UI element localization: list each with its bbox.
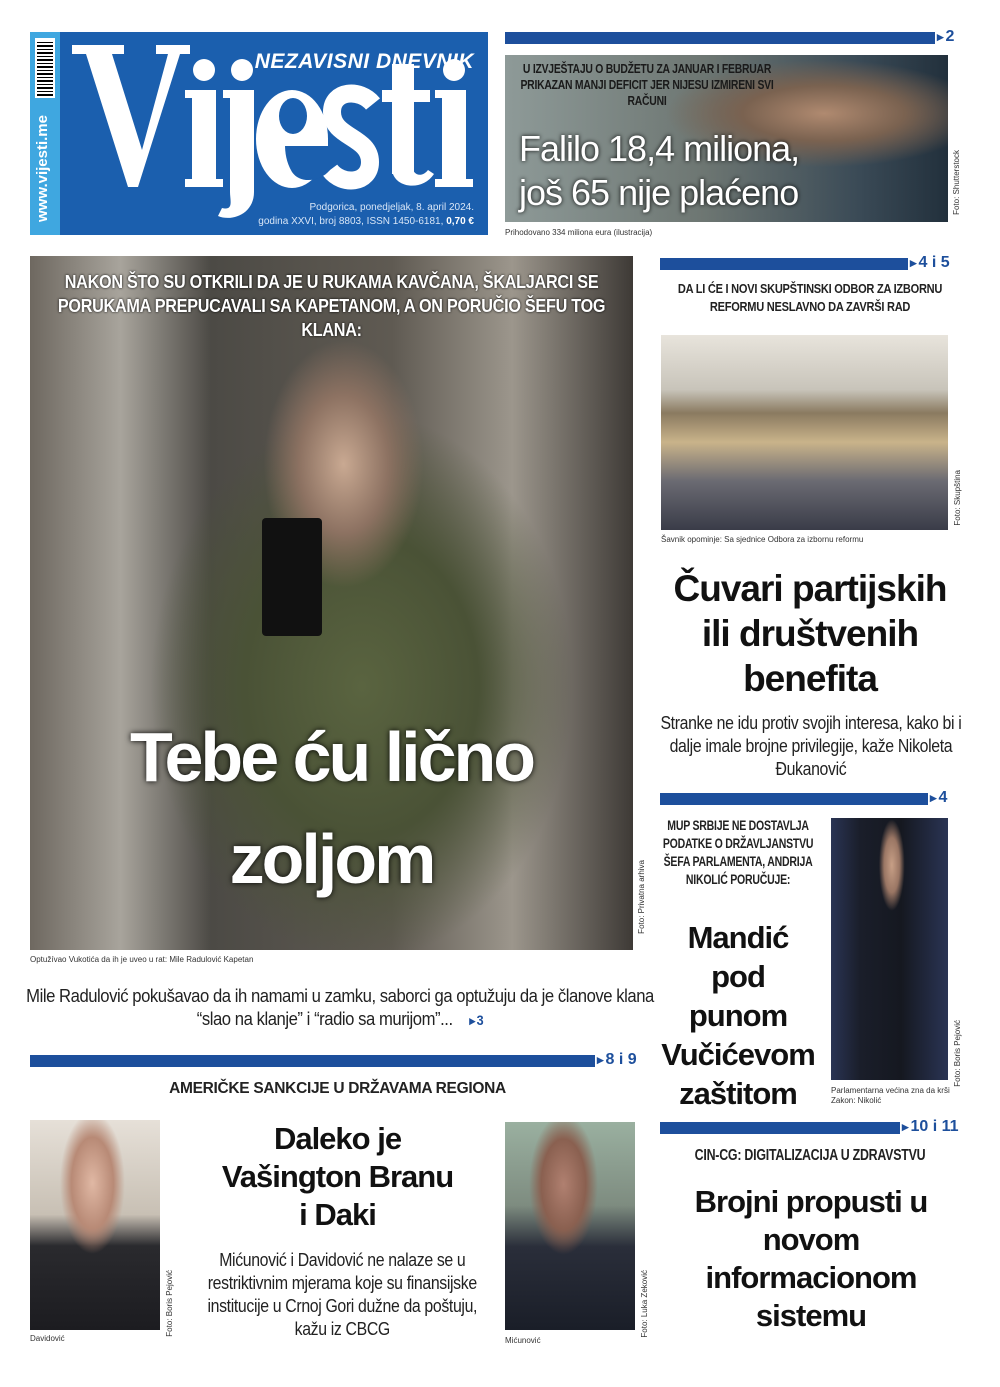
dateline: Podgorica, ponedjeljak, 8. april 2024. — [309, 202, 474, 213]
website: www.vijesti.me — [34, 115, 51, 223]
photo-caption: Mićunović — [505, 1336, 541, 1345]
phone — [262, 518, 322, 636]
mandic-headline[interactable]: Mandić pod punom Vučićevom zaštitom — [661, 920, 815, 1111]
sanctions-headline[interactable]: Daleko je Vašington Branu i Daki — [221, 1121, 454, 1232]
section-rule — [660, 793, 928, 805]
top-story-kicker: U IZVJEŠTAJU O BUDŽETU ZA JANUAR I FEBRUAR PRIKAZAN MANJI DEFICIT JER NIJESU IZMIRENI SVI RAČUNI — [520, 61, 774, 108]
masthead — [30, 32, 488, 235]
lead-story-photo — [30, 256, 633, 950]
headline-line: još 65 nije plaćeno — [519, 172, 799, 213]
section-rule — [30, 1055, 595, 1067]
section-rule — [660, 1122, 900, 1134]
page-ref[interactable]: ▸ 4 i 5 — [910, 254, 950, 272]
micunovic-photo — [505, 1122, 635, 1330]
lead-deck — [25, 984, 655, 1032]
headline-line: zoljom — [229, 820, 434, 898]
reform-kicker: DA LI ĆE I NOVI SKUPŠTINSKI ODBOR ZA IZBORNU REFORMU NESLAVNO DA ZAVRŠI RAD — [677, 281, 943, 314]
sanctions-kicker: AMERIČKE SANKCIJE U DRŽAVAMA REGIONA — [169, 1080, 506, 1097]
reform-headline[interactable]: Čuvari partijskih ili društvenih benefita — [673, 568, 947, 699]
tagline: NEZAVISNI DNEVNIK — [254, 50, 474, 73]
lead-kicker: NAKON ŠTO SU OTKRILI DA JE U RUKAMA KAVČANA, ŠKALJARCI SE PORUKAMA PREPUCAVALI SA KAPETANOM, A ON PORUČIO ŠEFU TOG KLANA: — [57, 272, 606, 340]
page-ref[interactable]: ▸ 4 — [930, 789, 947, 807]
photo-caption: Davidović — [30, 1334, 65, 1343]
issue-line — [258, 216, 474, 227]
sanctions-deck: Mićunović i Davidović ne nalaze se u restriktivnim mjerama koje su finansijske institucije u Crnoj Gori dužne da poštuju, kažu iz CBCG — [207, 1250, 478, 1339]
photo-caption: Parlamentarna većina zna da krši Zakon: Nikolić — [831, 1086, 950, 1105]
price: 0,70 € — [446, 216, 474, 227]
page-ref[interactable]: ▸ 2 — [937, 28, 954, 46]
page-ref[interactable]: ▸ 10 i 11 — [902, 1118, 959, 1136]
davidovic-photo — [30, 1120, 160, 1330]
page-ref[interactable]: ▸ 8 i 9 — [597, 1051, 637, 1069]
health-kicker: CIN-CG: DIGITALIZACIJA U ZDRAVSTVU — [694, 1147, 926, 1164]
photo-caption: Prihodovano 334 miliona eura (ilustracija) — [505, 228, 653, 237]
top-story-photo — [505, 55, 948, 222]
lead-headline[interactable] — [30, 706, 633, 910]
deck-text: Mile Radulović pokušavao da ih namami u zamku, saborci ga optužuju da je članove klana “slao na klanje” i “radio sa murijom”... — [26, 985, 654, 1029]
mandic-kicker: MUP SRBIJE NE DOSTAVLJA PODATKE O DRŽAVLJANSTVU ŠEFA PARLAMENTA, ANDRIJA NIKOLIĆ PORUČUJE: — [662, 818, 814, 887]
photo-credit: Foto: Skupština — [953, 470, 962, 526]
photo-credit: Foto: Boris Pejović — [953, 1020, 962, 1087]
headline-line: Tebe ću lično — [129, 718, 534, 796]
section-rule — [660, 258, 908, 270]
photo-credit: Foto: Luka Zeković — [640, 1270, 649, 1338]
reform-deck: Stranke ne idu protiv svojih interesa, kako bi i dalje imale brojne privilegije, kaže Nikoleta Đukanović — [660, 713, 962, 779]
health-headline[interactable]: Brojni propusti u novom informacionom sistemu — [694, 1184, 928, 1333]
issue-info: godina XXVI, broj 8803, ISSN 1450-6181, — [258, 216, 444, 227]
photo-credit: Foto: Privatna arhiva — [637, 860, 646, 934]
photo-credit: Foto: Boris Pejović — [165, 1270, 174, 1337]
headline-line: Falilo 18,4 miliona, — [519, 128, 800, 169]
photo-caption: Optužívao Vukotića da ih je uveo u rat: Mile Radulović Kapetan — [30, 955, 254, 964]
section-rule — [505, 32, 935, 44]
photo-credit: Foto: Shutterstock — [952, 150, 961, 215]
mandic-photo — [831, 818, 948, 1080]
page-ref[interactable]: ▸ 3 — [469, 1012, 483, 1028]
reform-photo — [661, 335, 948, 530]
photo-caption: Šavnik opominje: Sa sjednice Odbora za izbornu reformu — [661, 535, 864, 544]
top-story-headline[interactable] — [519, 127, 799, 215]
logo-letter-v — [72, 45, 190, 187]
